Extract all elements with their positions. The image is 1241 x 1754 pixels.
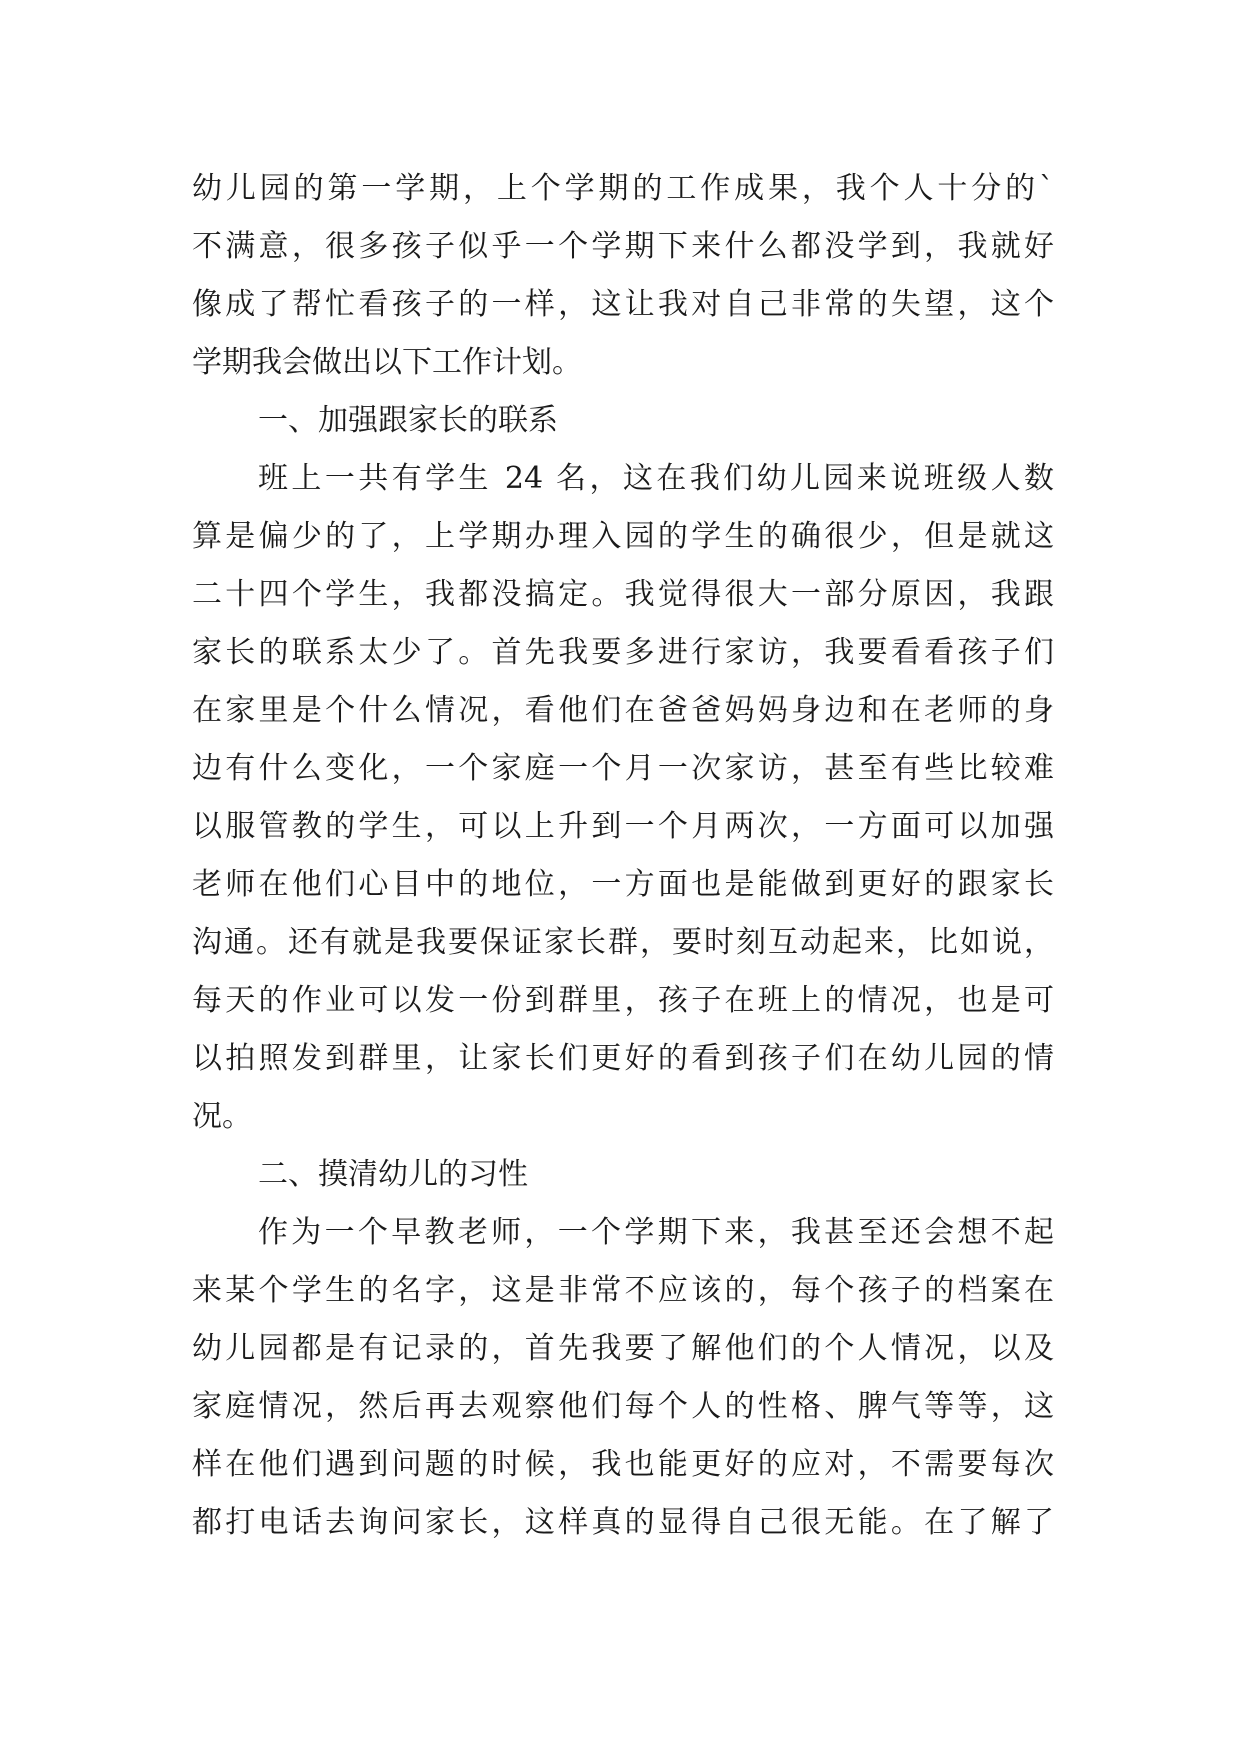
body-line: 在家里是个什么情况，看他们在爸爸妈妈身边和在老师的身	[192, 693, 1054, 728]
body-line: 来某个学生的名字，这是非常不应该的，每个孩子的档案在	[192, 1273, 1054, 1308]
body-line: 家庭情况，然后再去观察他们每个人的性格、脾气等等，这	[192, 1389, 1054, 1424]
body-line: 班上一共有学生 24 名，这在我们幼儿园来说班级人数	[258, 461, 1054, 496]
body-line: 家长的联系太少了。首先我要多进行家访，我要看看孩子们	[192, 635, 1054, 670]
document-body	[192, 160, 1054, 1552]
body-line: 以拍照发到群里，让家长们更好的看到孩子们在幼儿园的情	[192, 1041, 1054, 1076]
body-line: 样在他们遇到问题的时候，我也能更好的应对，不需要每次	[192, 1447, 1054, 1482]
body-line: 老师在他们心目中的地位，一方面也是能做到更好的跟家长	[192, 867, 1054, 902]
body-line: 算是偏少的了，上学期办理入园的学生的确很少，但是就这	[192, 519, 1054, 554]
body-line: 不满意，很多孩子似乎一个学期下来什么都没学到，我就好	[192, 229, 1054, 264]
body-line: 幼儿园的第一学期，上个学期的工作成果，我个人十分的`	[192, 171, 1054, 206]
section-heading: 二、摸清幼儿的习性	[258, 1157, 528, 1192]
body-line: 每天的作业可以发一份到群里，孩子在班上的情况，也是可	[192, 983, 1054, 1018]
body-line: 学期我会做出以下工作计划。	[192, 345, 582, 380]
body-line: 像成了帮忙看孩子的一样，这让我对自己非常的失望，这个	[192, 287, 1054, 322]
body-line: 边有什么变化，一个家庭一个月一次家访，甚至有些比较难	[192, 751, 1054, 786]
body-line: 以服管教的学生，可以上升到一个月两次，一方面可以加强	[192, 809, 1054, 844]
body-line: 幼儿园都是有记录的，首先我要了解他们的个人情况，以及	[192, 1331, 1054, 1366]
section-heading: 一、加强跟家长的联系	[258, 403, 558, 438]
body-line: 都打电话去询问家长，这样真的显得自己很无能。在了解了	[192, 1505, 1054, 1540]
body-line: 况。	[192, 1099, 252, 1134]
body-line: 沟通。还有就是我要保证家长群，要时刻互动起来，比如说，	[192, 925, 1054, 960]
body-line: 二十四个学生，我都没搞定。我觉得很大一部分原因，我跟	[192, 577, 1054, 612]
body-line: 作为一个早教老师，一个学期下来，我甚至还会想不起	[258, 1215, 1054, 1250]
